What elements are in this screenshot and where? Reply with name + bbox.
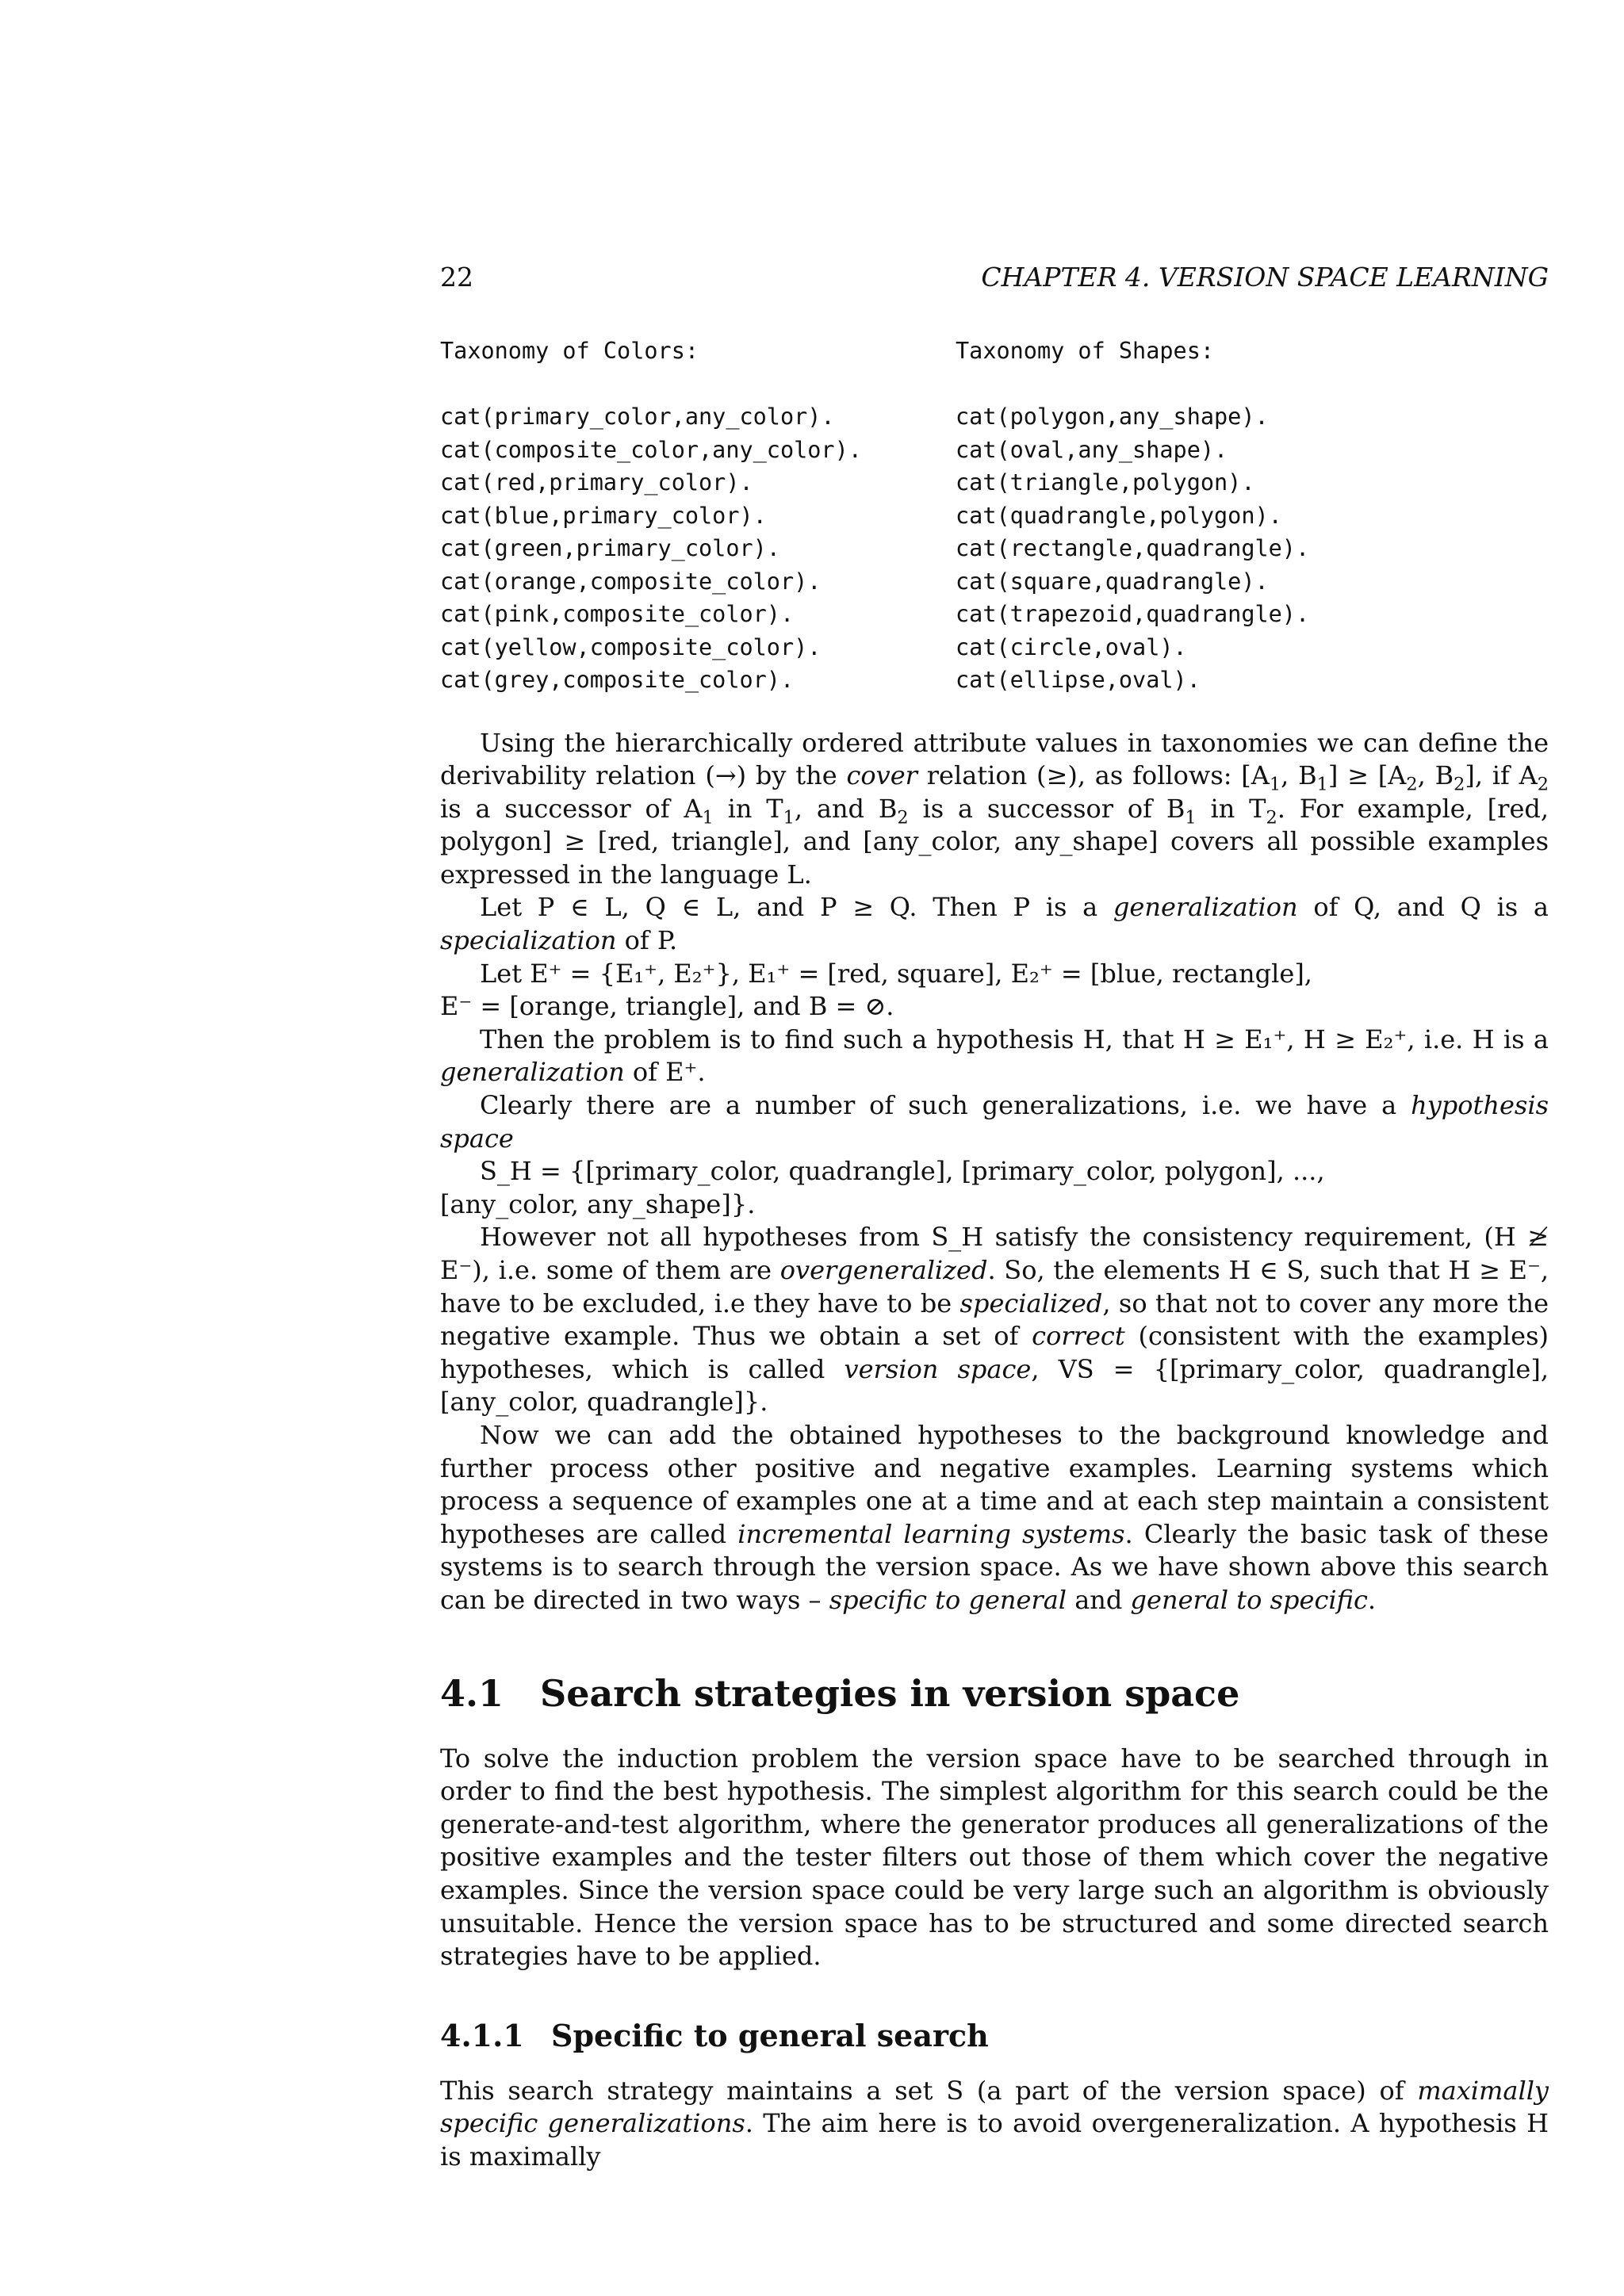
code-line: cat(square,quadrangle). <box>956 568 1269 595</box>
taxonomy-colors <box>440 335 956 697</box>
taxonomy-listing <box>440 335 1549 697</box>
code-line: cat(quadrangle,polygon). <box>956 502 1282 529</box>
code-line: cat(oval,any_shape). <box>956 436 1228 463</box>
subsection-heading: 4.1.1 Specific to general search <box>440 2017 989 2053</box>
paragraph-hypothesis-space: Clearly there are a number of such generalizations, i.e. we have a hypothesis space <box>440 1090 1549 1154</box>
taxonomy-colors-title: Taxonomy of Colors: <box>440 338 699 364</box>
code-line: cat(triangle,polygon). <box>956 469 1255 496</box>
running-head <box>440 262 1549 293</box>
taxonomy-shapes <box>956 335 1471 697</box>
paragraph-cover-relation: Using the hierarchically ordered attribute values in taxonomies we can define the derivability relation (→) by the cover relation (≥), as follows: [$A_1$, $B_1] \ge [A_2$, $B_2$], if $A_2$ is a successor of $A_1$ in $T_1$, and $B_2$ is a successor of $B_1$ in $T_2$. For example, [red, polygon] ≥ [red, triangle], and [any_color, any_shape] covers all possible examples expressed in the language L. <box>440 727 1549 890</box>
code-line: cat(orange,composite_color). <box>440 568 822 595</box>
paragraph-examples-cont: E⁻ = [orange, triangle], and B = ⊘. <box>440 991 894 1022</box>
code-line: cat(pink,composite_color). <box>440 601 795 627</box>
page-number: 22 <box>440 262 473 293</box>
paragraph-generalization-def: Let P ∈ L, Q ∈ L, and P ≥ Q. Then P is a generalization of Q, and Q is a specialization of P. <box>440 892 1549 956</box>
chapter-title: CHAPTER 4. VERSION SPACE LEARNING <box>981 262 1549 293</box>
body-text <box>440 727 1549 2174</box>
code-line: cat(circle,oval). <box>956 633 1187 660</box>
code-line: cat(rectangle,quadrangle). <box>956 535 1310 561</box>
code-line: cat(blue,primary_color). <box>440 502 767 529</box>
code-line: cat(polygon,any_shape). <box>956 404 1269 430</box>
page <box>440 262 1549 2173</box>
section-heading: 4.1 Search strategies in version space <box>440 1671 1240 1715</box>
code-line: cat(grey,composite_color). <box>440 667 795 693</box>
paragraph-specific-to-general: This search strategy maintains a set S (a part of the version space) of maximally specific generalizations. The aim here is to avoid overgeneralization. A hypothesis H is maximally <box>440 2075 1549 2172</box>
paragraph-incremental: Now we can add the obtained hypotheses to the background knowledge and further process other positive and negative examples. Learning systems which process a sequence of examples one at a time and at each step maintain a consistent hypotheses are called incremental learning systems. Clearly the basic task of these systems is to search through the version space. As we have shown above this search can be directed in two ways – specific to general and general to specific. <box>440 1419 1549 1615</box>
taxonomy-shapes-title: Taxonomy of Shapes: <box>956 338 1215 364</box>
paragraph-examples: Let E⁺ = {E₁⁺, E₂⁺}, E₁⁺ = [red, square], E₂⁺ = [blue, rectangle], <box>480 958 1312 989</box>
code-line: cat(red,primary_color). <box>440 469 753 496</box>
paragraph-search-strategies: To solve the induction problem the version space have to be searched through in order to find the best hypothesis. The simplest algorithm for this search could be the generate-and-test algorithm, where the generator produces all generalizations of the positive examples and the tester filters out those of them which cover the negative examples. Since the version space could be very large such an algorithm is obviously unsuitable. Hence the version space has to be structured and some directed search strategies have to be applied. <box>440 1743 1549 1972</box>
paragraph-hypothesis-space-formula-cont: [any_color, any_shape]}. <box>440 1188 756 1219</box>
paragraph-hypothesis-space-formula: S_H = {[primary_color, quadrangle], [primary_color, polygon], ..., <box>480 1156 1325 1187</box>
code-line: cat(ellipse,oval). <box>956 667 1201 693</box>
paragraph-consistency: However not all hypotheses from S_H satisfy the consistency requirement, (H ≱ E⁻), i.e. some of them are overgeneralized. So, the elements H ∈ S, such that H ≥ E⁻, have to be excluded, i.e they have to be specialized, so that not to cover any more the negative example. Thus we obtain a set of correct (consistent with the examples) hypotheses, which is called version space, VS = {[primary_color, quadrangle], [any_color, quadrangle]}. <box>440 1222 1549 1418</box>
code-line: cat(green,primary_color). <box>440 535 780 561</box>
code-line: cat(primary_color,any_color). <box>440 404 835 430</box>
paragraph-problem: Then the problem is to find such a hypothesis H, that H ≥ E₁⁺, H ≥ E₂⁺, i.e. H is a generalization of E⁺. <box>440 1024 1549 1088</box>
code-line: cat(composite_color,any_color). <box>440 436 862 463</box>
code-line: cat(yellow,composite_color). <box>440 633 822 660</box>
code-line: cat(trapezoid,quadrangle). <box>956 601 1310 627</box>
